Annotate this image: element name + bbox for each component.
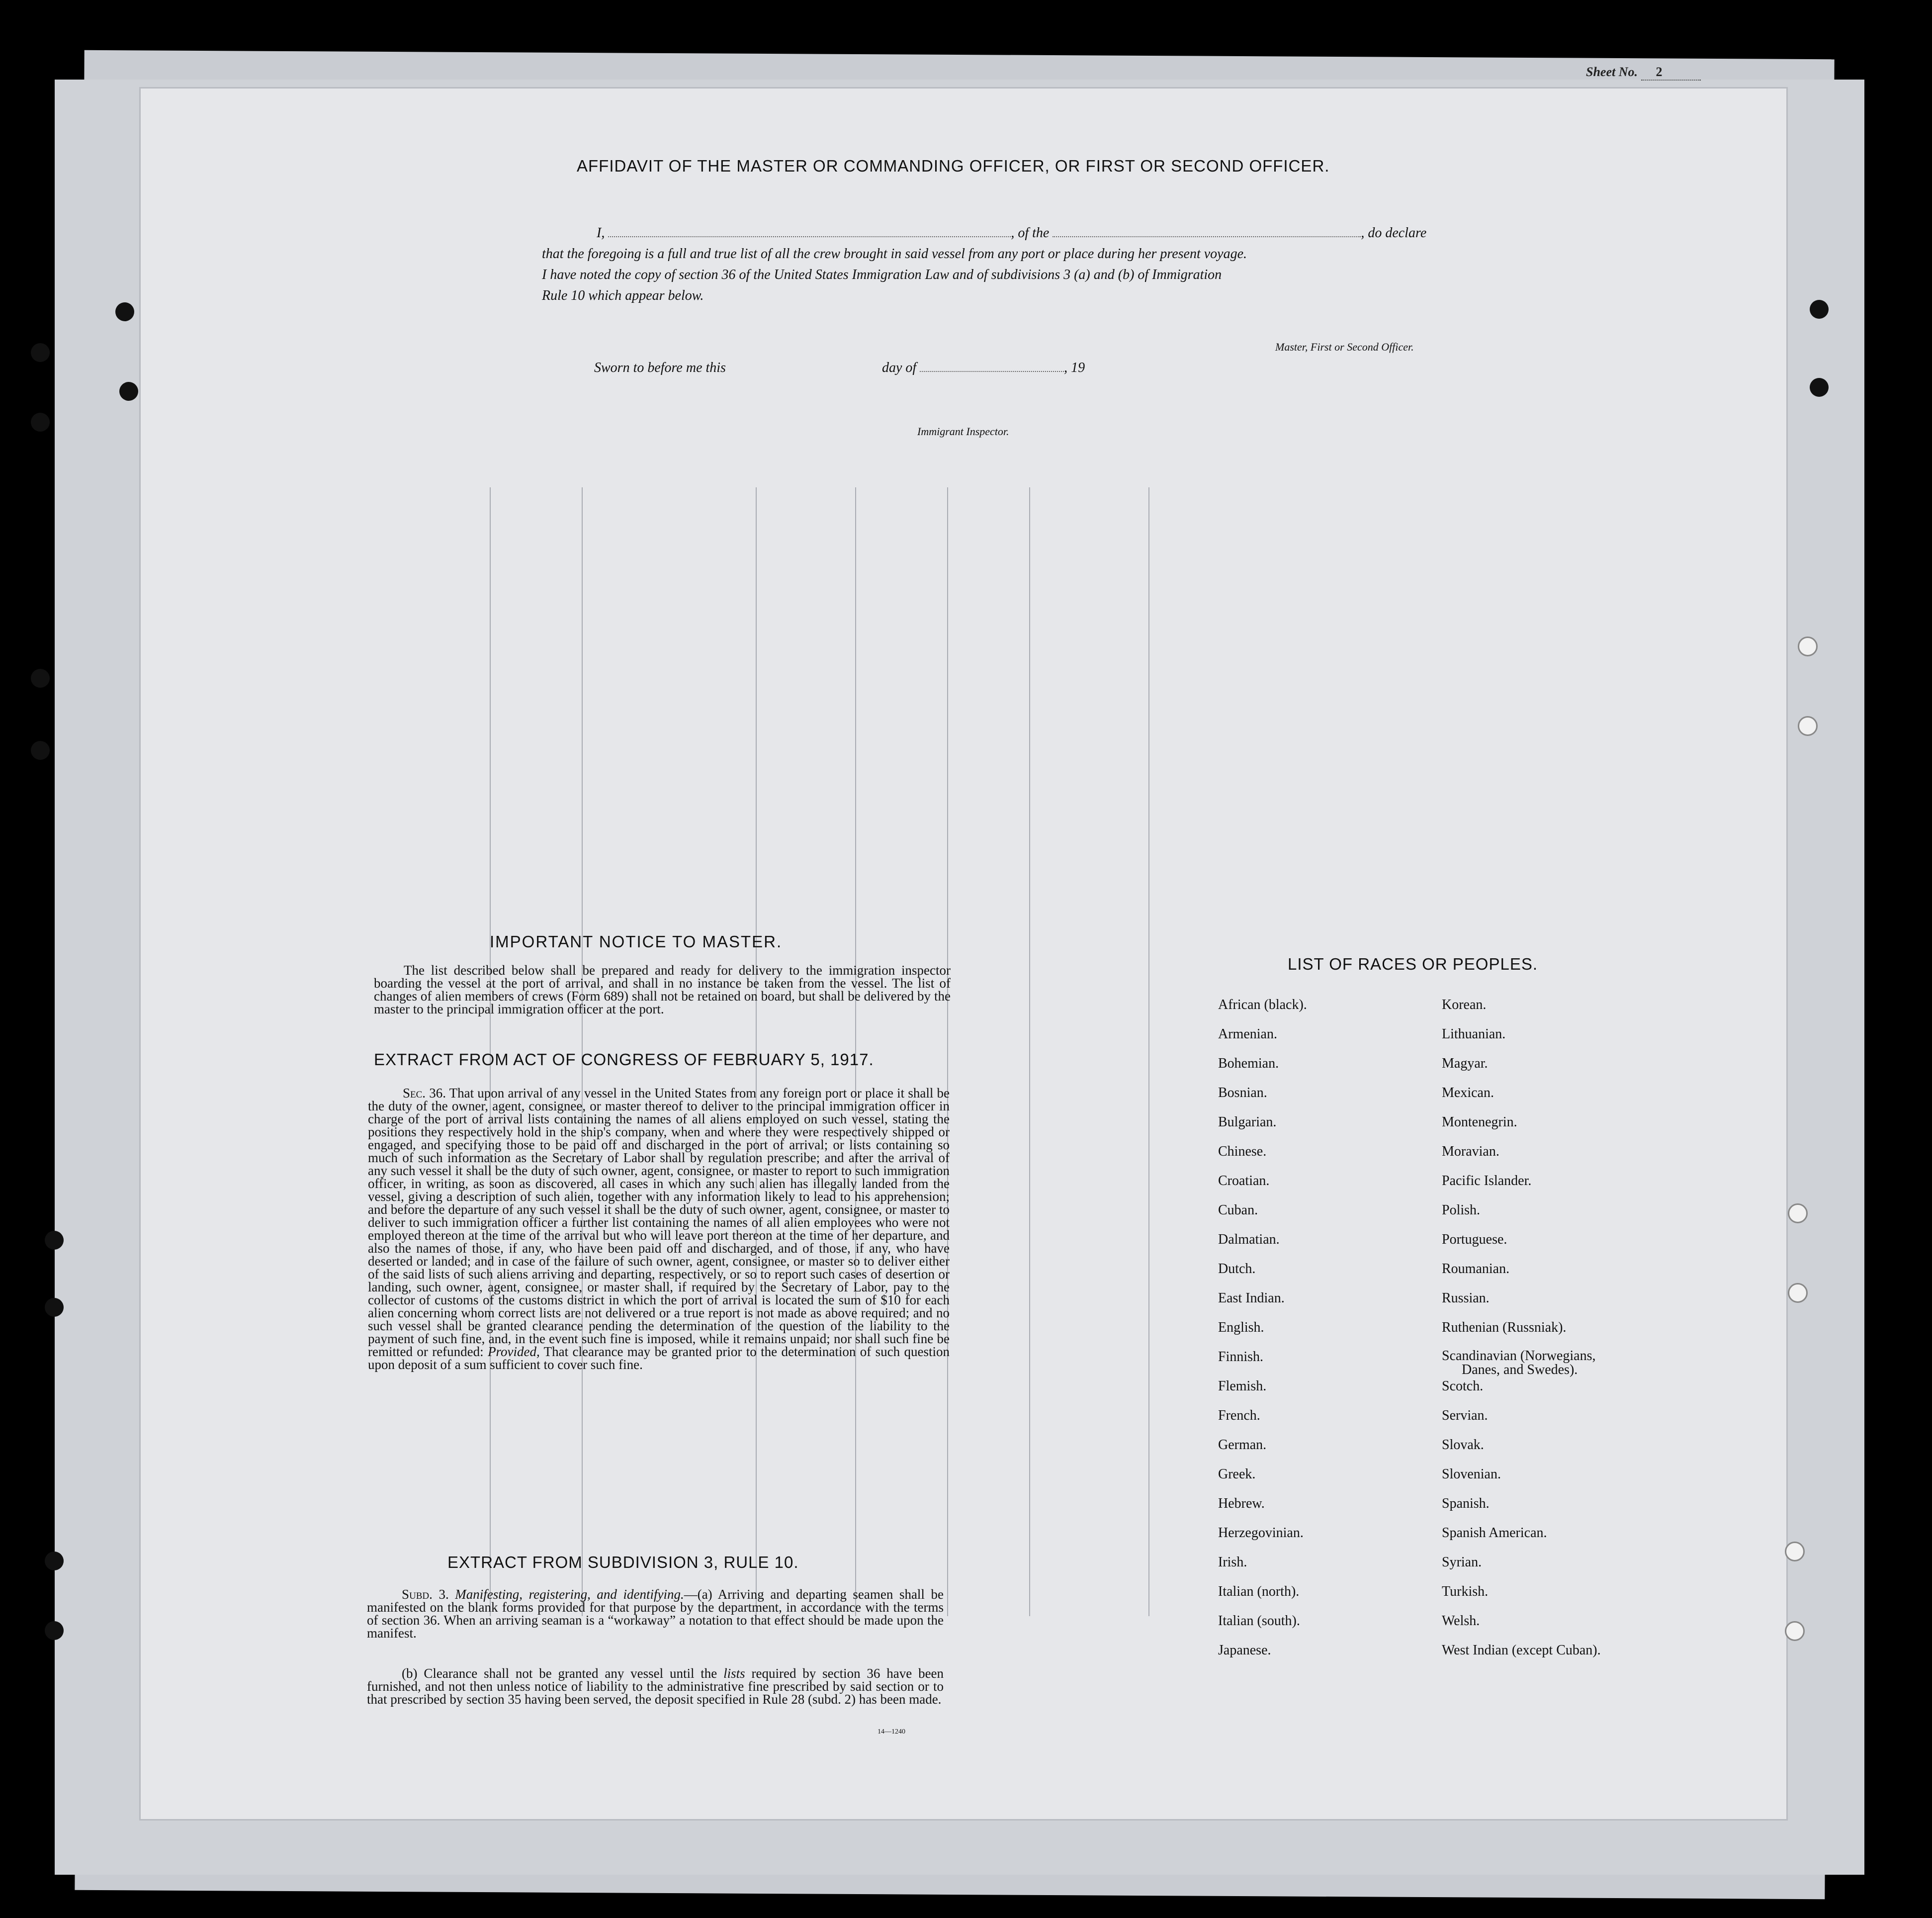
- race-item: Korean.: [1442, 997, 1487, 1012]
- races-title: LIST OF RACES OR PEOPLES.: [1288, 955, 1538, 973]
- punch-hole-ring: [1798, 716, 1818, 736]
- section-label: Sec. 36.: [403, 1086, 446, 1100]
- punch-hole-ring: [1788, 1283, 1808, 1303]
- section-36-text: That upon arrival of any vessel in the United States from any foreign port or place it shall be the duty of the owner, agent, consignee, or master thereof to deliver to the principal immigration officer in charge of the port of arrival lists containing the names of all aliens employed on such vessel, stating the positions they respectively hold in the ship's company, when and where they were respectively shipped or engaged, and specifying those to be paid off and discharged in the port of arrival; or lists containing so much of such information as the Secretary of Labor shall by regulation prescribe; and after the arrival of any such vessel it shall be the duty of such owner, agent, consignee, or master to report to such immigration officer, in writing, as soon as discovered, all cases in which any such alien has illegally landed from the vessel, giving a description of such alien, together with any information likely to lead to his apprehension; and before the departure of any such vessel it shall be the duty of such owner, agent, consignee, or master to deliver to such immigration officer a further list containing the names of all alien employees who were not employed thereon at the time of the arrival but who will leave port thereon at the time of her departure, and also the names of those, if any, who have been paid off and discharged, and of those, if any, who have deserted or landed; and in case of the failure of such owner, agent, consignee, or master so to deliver either of the said lists of such aliens arriving and departing, respectively, or so to report such cases of desertion or landing, such owner, agent, consignee, or master shall, if required by the Secretary of Labor, pay to the collector of customs of the customs district in which the port of arrival is located the sum of $10 for each alien concerning whom correct lists are not delivered or a true report is not made as above required; and no such vessel shall be granted clearance pending the determination of the question of the liability to the payment of such fine, and, in the event such fine is imposed, while it remains unpaid; nor shall such fine be remitted or refunded:: [368, 1086, 950, 1359]
- race-item: Herzegovinian.: [1218, 1525, 1304, 1541]
- race-item: Chinese.: [1218, 1144, 1267, 1159]
- affidavit-of-the: , of the: [1011, 225, 1050, 241]
- extract-rule-title: EXTRACT FROM SUBDIVISION 3, RULE 10.: [447, 1553, 799, 1571]
- race-item: Ruthenian (Russniak).: [1442, 1320, 1567, 1335]
- punch-hole: [31, 413, 50, 432]
- affidavit-i: I,: [597, 225, 605, 241]
- punch-hole: [31, 343, 50, 362]
- proviso-text: That clearance may be granted prior to the determination of such question upon deposit of a sum sufficient to cover such fine.: [368, 1344, 950, 1372]
- race-item: Croatian.: [1218, 1173, 1270, 1188]
- affidavit-line-4: Rule 10 which appear below.: [542, 288, 704, 303]
- race-item: Italian (south).: [1218, 1613, 1300, 1629]
- punch-hole-ring: [1788, 1203, 1808, 1223]
- punch-hole: [119, 382, 138, 401]
- race-item: African (black).: [1218, 997, 1307, 1012]
- race-item: Roumanian.: [1442, 1261, 1510, 1277]
- race-item: Greek.: [1218, 1466, 1256, 1482]
- affidavit-line-2: that the foregoing is a full and true list of all the crew brought in said vessel from any port or place during her present voyage.: [542, 246, 1247, 262]
- extract-act-text: [368, 1087, 950, 1371]
- punch-hole: [45, 1621, 64, 1640]
- subd-heading: Manifesting, registering, and identifying.: [455, 1587, 684, 1602]
- punch-hole: [45, 1298, 64, 1317]
- race-item: Magyar.: [1442, 1056, 1488, 1071]
- subd-label: Subd. 3.: [402, 1587, 449, 1602]
- sworn-prefix: Sworn to before me this: [594, 360, 726, 375]
- form-number: 14—1240: [878, 1728, 905, 1735]
- punch-hole: [115, 302, 134, 321]
- race-item: Mexican.: [1442, 1085, 1494, 1100]
- affidavit-title: AFFIDAVIT OF THE MASTER OR COMMANDING OFFICER, OR FIRST OR SECOND OFFICER.: [577, 157, 1330, 175]
- sheet-number-value: 2: [1641, 65, 1701, 81]
- punch-hole: [45, 1231, 64, 1250]
- race-item: Cuban.: [1218, 1202, 1258, 1218]
- punch-hole: [31, 669, 50, 688]
- race-item: Italian (north).: [1218, 1584, 1300, 1599]
- race-item: Slovak.: [1442, 1437, 1484, 1453]
- month-blank: [920, 359, 1064, 372]
- race-item: German.: [1218, 1437, 1267, 1453]
- punch-hole-ring: [1785, 1542, 1805, 1561]
- punch-hole: [31, 741, 50, 760]
- race-item: West Indian (except Cuban).: [1442, 1643, 1601, 1658]
- race-item: Spanish.: [1442, 1496, 1490, 1511]
- race-item: Bulgarian.: [1218, 1114, 1277, 1130]
- affidavit-declare: , do declare: [1361, 225, 1427, 241]
- race-item: East Indian.: [1218, 1290, 1285, 1306]
- para-a-text: Arriving and departing seamen shall be manifested on the blank forms provided for that purpose by the department, in accordance with the terms of section 36. When an arriving seaman is a “workaway” a notation to that effect should be made upon the manifest.: [367, 1587, 944, 1641]
- race-item: Armenian.: [1218, 1026, 1277, 1042]
- race-item: Bohemian.: [1218, 1056, 1279, 1071]
- extract-act-title: EXTRACT FROM ACT OF CONGRESS OF FEBRUARY 5, 1917.: [374, 1050, 874, 1069]
- race-item: Finnish.: [1218, 1349, 1264, 1365]
- extract-rule-para-b: [367, 1667, 944, 1706]
- vessel-blank: [1053, 224, 1361, 237]
- column-rule: [1148, 487, 1149, 1616]
- column-rule: [1029, 487, 1030, 1616]
- race-item: Portuguese.: [1442, 1232, 1507, 1247]
- race-item: Dalmatian.: [1218, 1232, 1280, 1247]
- notice-text: The list described below shall be prepared and ready for delivery to the immigration inspector boarding the vessel at the port of arrival, and shall in no instance be taken from the vessel. The list of changes of alien members of crews (Form 689) shall not be retained on board, but shall be delivered by the master to the principal immigration officer at the port.: [374, 963, 951, 1016]
- race-item: French.: [1218, 1408, 1260, 1423]
- race-item: Spanish American.: [1442, 1525, 1547, 1541]
- punch-hole: [1810, 300, 1829, 319]
- race-item: Servian.: [1442, 1408, 1488, 1423]
- para-b-text-2: required by section 36 have been furnished, and not then unless notice of liability to the administrative fine prescribed by said section or to that prescribed by section 35 having been served, the deposit specified in Rule 28 (subd. 2) has been made.: [367, 1666, 944, 1707]
- punch-hole: [1810, 378, 1829, 397]
- notice-title: IMPORTANT NOTICE TO MASTER.: [490, 932, 783, 951]
- name-blank: [608, 224, 1011, 237]
- extract-rule-para-a: [367, 1588, 944, 1640]
- day-blank: [729, 360, 878, 372]
- races-right-column: [1442, 997, 1601, 1672]
- para-b-label: (b): [402, 1666, 418, 1681]
- race-item: Slovenian.: [1442, 1466, 1501, 1482]
- column-rule: [947, 487, 948, 1616]
- race-item: Japanese.: [1218, 1643, 1271, 1658]
- races-left-column: [1218, 997, 1307, 1672]
- race-item: Moravian.: [1442, 1144, 1499, 1159]
- race-item: Welsh.: [1442, 1613, 1480, 1629]
- race-item: Irish.: [1218, 1554, 1247, 1570]
- proviso-word: Provided,: [488, 1344, 540, 1359]
- race-item: Turkish.: [1442, 1584, 1489, 1599]
- race-item: Hebrew.: [1218, 1496, 1265, 1511]
- race-item: Russian.: [1442, 1290, 1490, 1306]
- race-item: Dutch.: [1218, 1261, 1256, 1277]
- race-item: English.: [1218, 1320, 1264, 1335]
- race-item: Pacific Islander.: [1442, 1173, 1532, 1188]
- race-item: Polish.: [1442, 1202, 1481, 1218]
- para-b-lists: lists: [723, 1666, 745, 1681]
- sworn-line: [594, 359, 1085, 376]
- race-item: Bosnian.: [1218, 1085, 1267, 1100]
- punch-hole: [45, 1552, 64, 1570]
- affidavit-line-3: I have noted the copy of section 36 of the United States Immigration Law and of subdivisions 3 (a) and (b) of Immigration: [542, 267, 1222, 282]
- para-b-text-1: Clearance shall not be granted any vessel until the: [424, 1666, 717, 1681]
- race-item: Syrian.: [1442, 1554, 1482, 1570]
- inspector-label: Immigrant Inspector.: [917, 425, 1009, 438]
- sheet-number-label: Sheet No.: [1586, 65, 1638, 79]
- para-a-label: —(a): [684, 1587, 712, 1602]
- master-signature-label: Master, First or Second Officer.: [1275, 341, 1414, 353]
- sworn-day-of: day of: [881, 360, 917, 375]
- affidavit-text: [542, 223, 1496, 306]
- sheet-number: [1586, 65, 1701, 81]
- race-item: Scandinavian (Norwegians, Danes, and Swedes).: [1442, 1348, 1596, 1377]
- race-item: Lithuanian.: [1442, 1026, 1506, 1042]
- race-item: Flemish.: [1218, 1378, 1267, 1394]
- sworn-year: , 19: [1064, 360, 1085, 375]
- race-item: Scotch.: [1442, 1378, 1484, 1394]
- punch-hole-ring: [1785, 1621, 1805, 1641]
- punch-hole-ring: [1798, 637, 1818, 656]
- race-item: Montenegrin.: [1442, 1114, 1517, 1130]
